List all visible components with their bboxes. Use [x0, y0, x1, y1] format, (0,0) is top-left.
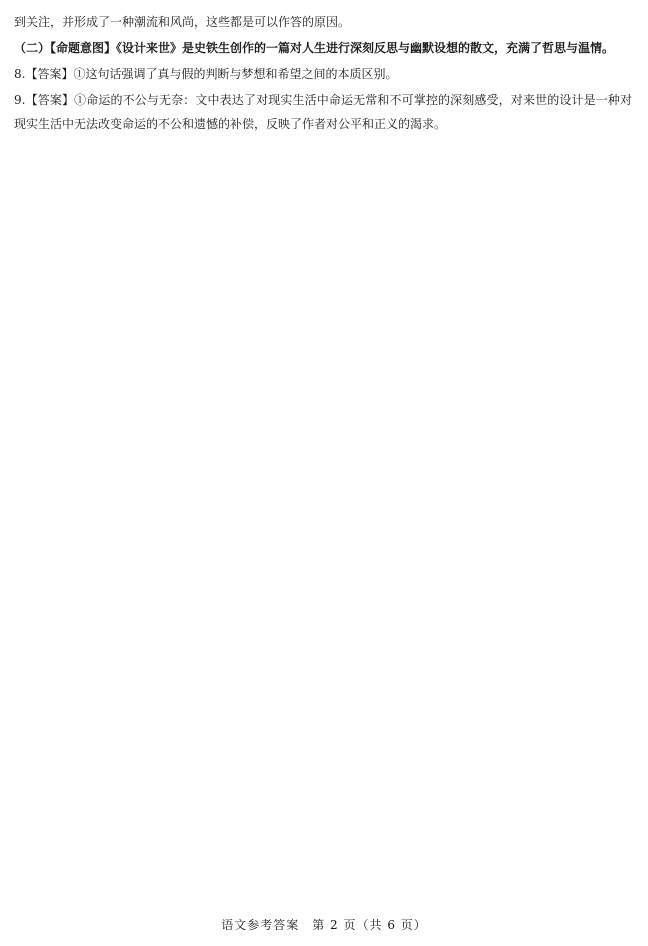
- page-footer: 语文参考答案 第 2 页（共 6 页）: [221, 918, 427, 932]
- paragraph-continuation: 到关注，并形成了一种潮流和风尚，这些都是可以作答的原因。: [14, 15, 351, 29]
- paragraph-section-intent: （二）【命题意图】《设计来世》是史铁生创作的一篇对人生进行深刻反思与幽默设想的散文，充满了哲思与温情。: [14, 41, 615, 55]
- paragraph-q8-answer: 8.【答案】①这句话强调了真与假的判断与梦想和希望之间的本质区别。: [14, 67, 398, 81]
- paragraph-q9-answer: 9.【答案】①命运的不公与无奈：文中表达了对现实生活中命运无常和不可掌控的深刻感受，对来世的设计是一种对现实生活中无法改变命运的不公和遗憾的补偿，反映了作者对公平和正义的渴求。: [14, 93, 632, 131]
